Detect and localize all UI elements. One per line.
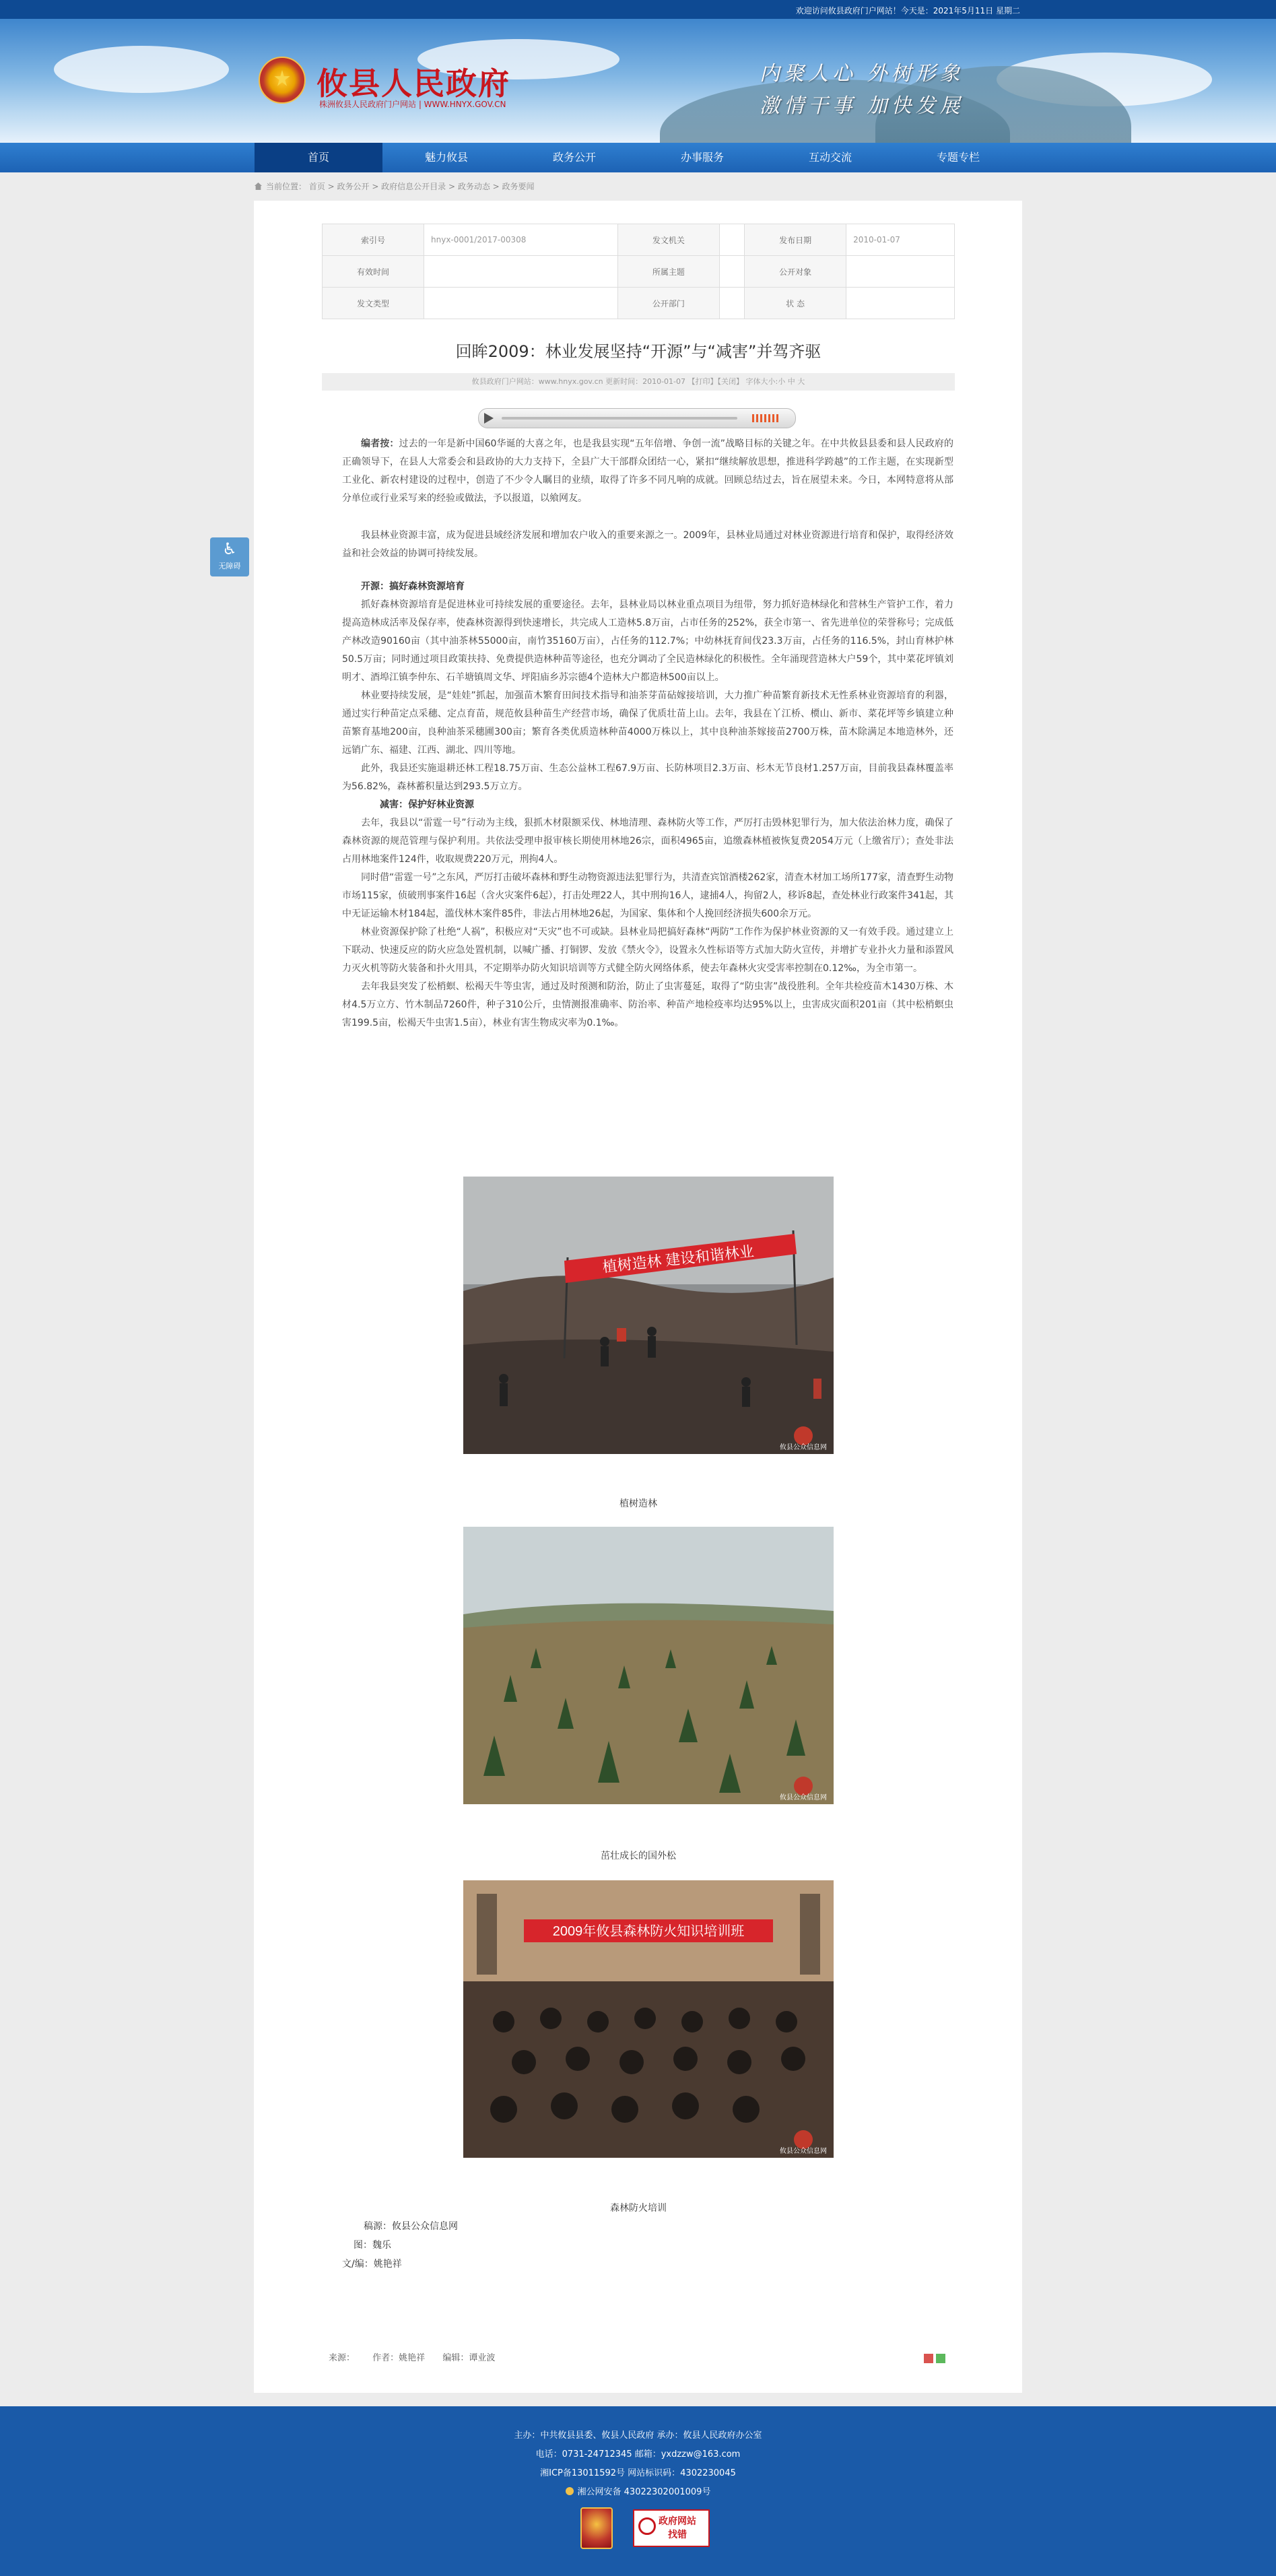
- audio-player[interactable]: [478, 408, 796, 428]
- paragraph: 此外，我县还实施退耕还林工程18.75万亩、生态公益林工程67.9万亩、长防林项目2.3万亩、杉木无节良材1.257万亩，目前我县森林覆盖率为56.82%，森林蓄积量达到293.5万立方。: [342, 763, 953, 792]
- photo-watermark: 攸县公众信息网: [780, 1444, 827, 1451]
- share-icon[interactable]: [936, 2354, 945, 2363]
- intro-paragraph: 我县林业资源丰富，成为促进县域经济发展和增加农户收入的重要来源之一。2009年，县林业局通过对林业资源进行培育和保护，取得经济效益和社会效益的协调可持续发展。: [342, 530, 953, 559]
- article-credits: [342, 2217, 458, 2274]
- photo-watermark: 攸县公众信息网: [780, 1794, 827, 1802]
- welcome-text: 欢迎访问攸县政府门户网站！今天是：2021年5月11日 星期二: [795, 6, 1020, 15]
- paragraph: 去年，我县以“雷霆一号”行动为主线，狠抓木材限额采伐、林地清理、森林防火等工作，严厉打击毁林犯罪行为，加大依法治林力度，确保了森林资源的规范管理与保护利用。共依法受理申报审核长期使用林地26宗，面积4965亩，追缴森林植被恢复费2054万元（上缴省厅）；查处非法占用林地案件124件，收取规费220万元，刑拘4人。: [342, 818, 953, 865]
- meta-label: 所属主题: [617, 256, 719, 288]
- meta-value: [719, 288, 744, 319]
- national-emblem-icon[interactable]: [259, 57, 306, 104]
- meta-label: 公开部门: [617, 288, 719, 319]
- meta-label: 发文机关: [617, 224, 719, 256]
- photo-pine-saplings: [463, 1527, 834, 1804]
- footer-police-record[interactable]: [0, 2483, 1276, 2502]
- police-record-text: 湘公网安备 43022302001009号: [577, 2487, 711, 2497]
- article-body: [342, 435, 953, 1032]
- meta-value: [424, 288, 618, 319]
- nav-item-services[interactable]: 办事服务: [680, 151, 724, 164]
- meta-label: 公开对象: [745, 256, 846, 288]
- section-heading: 减害：保护好林业资源: [380, 799, 474, 810]
- breadcrumb: [255, 180, 535, 192]
- nav-item-home[interactable]: 首页: [255, 143, 382, 172]
- main-nav: [0, 143, 1276, 172]
- breadcrumb-text[interactable]: 当前位置： 首页 > 政务公开 > 政府信息公开目录 > 政务动态 > 政务要闻: [266, 182, 535, 191]
- document-meta-table: [322, 224, 955, 319]
- editor-note: [342, 435, 953, 508]
- magnifier-icon: [638, 2517, 656, 2535]
- photo-watermark: 攸县公众信息网: [780, 2148, 827, 2155]
- footer-sponsor: 主办：中共攸县县委、攸县人民政府 承办：攸县人民政府办公室: [514, 2431, 762, 2441]
- header-banner: [0, 19, 1276, 143]
- editor-note-label: 编者按：: [361, 438, 399, 449]
- nav-item-gov-affairs[interactable]: 政务公开: [552, 151, 596, 164]
- home-icon: [255, 183, 262, 190]
- play-icon[interactable]: [484, 413, 494, 424]
- error-report-label: 政府网站 找错: [659, 2516, 696, 2540]
- photo-fire-training: [463, 1880, 834, 2158]
- meta-value: [846, 288, 955, 319]
- nav-item-interaction[interactable]: 互动交流: [808, 151, 852, 164]
- paragraph: 林业资源保护除了杜绝“人祸”，积极应对“天灾”也不可或缺。县林业局把搞好森林“两防”工作作为保护林业资源的又一有效手段。通过建立上下联动、快速反应的防火应急处置机制，以喊广播、打铜锣、发放《禁火令》，设置永久性标语等方式加大防火宣传，并增扩专业扑火力量和添置风力灭火机等防火装备和扑火用具，不定期举办防火知识培训等方式健全防火网络体系，使去年森林火灾受害率控制在0.12‰，为全市第一。: [342, 927, 953, 974]
- cloud-decoration: [54, 46, 229, 93]
- meta-value: [846, 256, 955, 288]
- print-icon[interactable]: [924, 2354, 933, 2363]
- top-bar: [0, 0, 1276, 19]
- photo-banner-text: 2009年攸县森林防火知识培训班: [552, 1924, 745, 1939]
- source-line: [329, 2350, 510, 2363]
- credit-text: 文/编：姚艳祥: [342, 2259, 402, 2270]
- paragraph: 同时借“雷霆一号”之东风，严厉打击破坏森林和野生动物资源违法犯罪行为，共清查宾馆酒楼262家，清查木材加工场所177家，清查野生动物市场115家，侦破刑事案件16起（含火灾案件6起），打击处理22人，其中刑拘16人，逮捕4人，拘留2人，移诉8起，查处林业行政案件341起，其中无证运输木材184起，滥伐林木案件85件，非法占用林地26起，为国家、集体和个人挽回经济损失600余万元。: [342, 872, 953, 919]
- party-gov-badge-icon[interactable]: [580, 2507, 613, 2549]
- accessibility-button[interactable]: [210, 537, 249, 576]
- photo-caption: 植树造林: [619, 1498, 657, 1509]
- article-title: 回眸2009：林业发展坚持“开源”与“减害”并驾齐驱: [455, 342, 821, 361]
- meta-value: [719, 224, 744, 256]
- slogan-line-2: 激情干事 加快发展: [760, 94, 964, 118]
- editor-note-text: 过去的一年是新中国60华诞的大喜之年，也是我县实现“五年倍增、争创一流”战略目标的关键之年。在中共攸县县委和县人民政府的正确领导下，在县人大常委会和县政协的大力支持下，全县广大干部群众团结一心，紧扣“继续解放思想，推进科学跨越”的工作主题，在实现新型工业化、新农村建设的过程中，创造了不少令人瞩目的业绩，取得了许多不同凡响的成就。回顾总结过去，旨在展望未来。今日，本网特意将从部分单位或行业采写来的经验或做法，予以报道，以飨网友。: [342, 438, 953, 504]
- author-label: 作者：姚艳祥: [372, 2353, 426, 2363]
- meta-value: [719, 256, 744, 288]
- paragraph: 抓好森林资源培育是促进林业可持续发展的重要途径。去年，县林业局以林业重点项目为纽带，努力抓好造林绿化和营林生产管护工作，着力提高造林成活率及保存率，使森林资源得到快速增长，共完成人工造林5.8万亩，占市任务的252%，获全市第一、省先进单位的荣誉称号；完成低产林改造90160亩（其中油茶林55000亩，南竹35160万亩），占任务的112.7%；中幼林抚育间伐23.3万亩，占任务的116.5%，封山育林护林50.5万亩；同时通过项目政策扶持、免费提供造林种苗等途径，也充分调动了全民造林绿化的积极性。全年涌现营造林大户59个，其中菜花坪镇刘明才、酒埠江镇李仲东、石羊塘镇周文华、坪阳庙乡苏宗德4个造林大户都造林500亩以上。: [342, 599, 953, 683]
- credit-photo: 图：魏乐: [354, 2240, 391, 2251]
- slogan-line-1: 内聚人心 外树形象: [760, 62, 964, 86]
- meta-label: 发布日期: [745, 224, 846, 256]
- source-label: 来源：: [329, 2353, 356, 2363]
- table-row: [323, 288, 955, 319]
- volume-icon[interactable]: [752, 414, 779, 422]
- meta-label: 发文类型: [323, 288, 424, 319]
- site-url: 株洲攸县人民政府门户网站 | WWW.HNYX.GOV.CN: [319, 100, 506, 109]
- site-title[interactable]: 攸县人民政府: [316, 65, 510, 102]
- progress-slider[interactable]: [502, 417, 737, 420]
- meta-value: 2010-01-07: [846, 224, 955, 256]
- paragraph: 去年我县突发了松梢螟、松褐天牛等虫害，通过及时预测和防治，防止了虫害蔓延，取得了“防虫害”战役胜利。全年共检疫苗木1430万株、木材4.5万立方、竹木制品7260件，种子310公斤，虫情测报准确率、防治率、种苗产地检疫率均达95%以上，虫害成灾面积201亩（其中松梢螟虫害199.5亩，松褐天牛虫害1.5亩），林业有害生物成灾率为0.1‰。: [342, 981, 953, 1028]
- editor-label: 编辑：谭业波: [442, 2353, 496, 2363]
- paragraph: 林业要持续发展，是“娃娃”抓起，加强苗木繁育田间技术指导和油茶芽苗砧嫁接培训，大力推广种苗繁育新技术无性系林业资源培育的利器，通过实行种苗定点采穗、定点育苗，规范攸县种苗生产经营市场，确保了优质壮苗上山。去年，我县在丫江桥、槚山、新市、菜花坪等乡镇建立种苗繁育基地200亩，良种油茶采穗圃300亩；繁育各类优质造林种苗4000万株以上，其中良种油茶嫁接苗2700万株，苗木除满足本地造林外，还远销广东、福建、江西、湖北、四川等地。: [342, 690, 953, 756]
- footer-icp[interactable]: 湘ICP备13011592号 网站标识码：4302230045: [540, 2468, 736, 2478]
- photo-banner-text: 植树造林 建设和谐林业: [601, 1243, 755, 1276]
- share-icons: [921, 2353, 945, 2366]
- nav-item-topics[interactable]: 专题专栏: [936, 151, 980, 164]
- accessibility-label: 无障碍: [218, 562, 241, 570]
- photo-tree-planting: [463, 1177, 834, 1454]
- meta-value: hnyx-0001/2017-00308: [424, 224, 618, 256]
- section-heading: 开源：搞好森林资源培育: [361, 581, 465, 592]
- article-info-bar[interactable]: 攸县政府门户网站：www.hnyx.gov.cn 更新时间：2010-01-07 【打印】【关闭】 字体大小:小 中 大: [322, 373, 955, 391]
- photo-caption: 茁壮成长的国外松: [601, 1851, 676, 1861]
- meta-value: [424, 256, 618, 288]
- photo-caption: 森林防火培训: [610, 2203, 667, 2214]
- nav-item-charm[interactable]: 魅力攸县: [424, 151, 468, 164]
- footer-contact: 电话：0731-24712345 邮箱：yxdzzw@163.com: [535, 2449, 741, 2459]
- table-row: [323, 224, 955, 256]
- police-badge-icon: [566, 2487, 574, 2495]
- meta-label: 有效时间: [323, 256, 424, 288]
- site-footer: [0, 2406, 1276, 2576]
- meta-label: 状 态: [745, 288, 846, 319]
- table-row: [323, 256, 955, 288]
- wheelchair-icon: ♿: [222, 539, 237, 558]
- credit-source: 稿源：攸县公众信息网: [364, 2221, 458, 2232]
- meta-label: 索引号: [323, 224, 424, 256]
- gov-site-error-report-button[interactable]: [633, 2509, 710, 2547]
